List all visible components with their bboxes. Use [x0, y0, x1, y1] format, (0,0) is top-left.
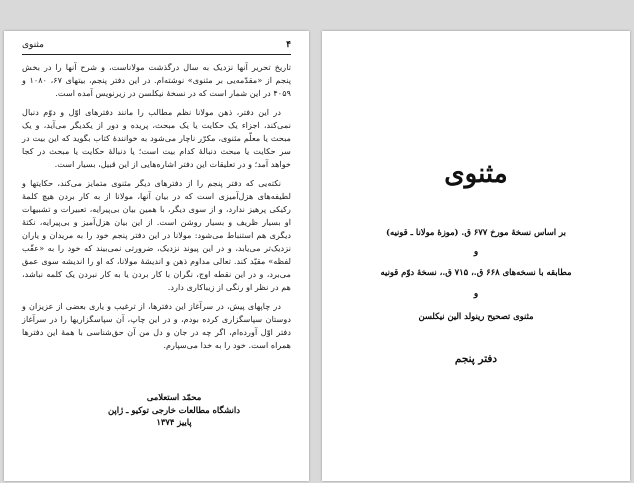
book-title: مثنوی — [444, 159, 508, 189]
page-number: ۴ — [286, 40, 291, 50]
paragraph: در چاپهای پیش، در سرآغاز این دفترها، از ترغیب و یاری بعضی از عزیزان و دوستان سپاسگزاری کرده بودم، و در این چاپ، آن سپاسگزاریها را در سرآغاز دفتر اوّل آورده‌ام، اگر چه در جان و دل من آن حق‌شناسی با همهٔ این دفترها همراه است. خود را به خدا می‌سپارم. — [22, 301, 291, 350]
paragraph: نکته‌یی که دفتر پنجم را از دفترهای دیگر مثنوی متمایز می‌کند، حکایتها و لطیفه‌های هزل‌آمیزی است که در بیان آنها، مولانا از به کار بردن هیچ کلمهٔ رکیکی پرهیز ندارد، و از سوی دیگر، با همین بیان بی‌پیرایه، تعبیرات و تشبیهات او بسیار ظریف و بسیار روشن است. از این بیان هزل‌آمیز و بی‌پیرایه، نکتهٔ دیگری هم استنباط می‌شود: مولانا در این دفتر پنجم خود را به مریدان و یاران نزدیک‌تر می‌یابد، و در این پیوند نزدیک، ضرورتی نمی‌بیند که خود را به «عقّب لفظه» مقیّد کند. تعالی مداوم ذهن و اندیشهٔ مولانا، که او را اندیشه سوی عمق می‌برد، و در این نقطه اوج، نگران با کار بردن یا به کار نبردن یک کلمه نباشد، هم در نظر او رنگی از زیباکاری دارد. — [22, 178, 291, 292]
left-page — [4, 31, 309, 481]
signature-date: پاییز ۱۳۷۴ — [156, 417, 192, 427]
right-page — [322, 31, 630, 481]
title-page — [322, 31, 630, 481]
running-title: مثنوی — [22, 40, 44, 50]
body-text — [22, 61, 291, 358]
paragraph: تاریخ تحریر آنها نزدیک به سال درگذشت مولاناست، و شرح آنها را در بخش پنجم از «مقدّمه‌یی بر مثنوی» نوشته‌ام. در این دفتر پنجم، بیتهای ۶۷، ۱۰۸۰ و ۴۰۵۹ در این شمار است که در نسخهٔ نیکلسن در زیرنویس آمده است. — [22, 62, 291, 98]
author-name: محمّد استعلامی — [146, 392, 202, 402]
conjunction-1: و — [473, 247, 479, 257]
source-line-1: بر اساس نسخهٔ مورخ ۶۷۷ ق. (موزهٔ مولانا ـ قونیه) — [386, 227, 566, 237]
source-line-3: مثنوی تصحیح رینولد الین نیکلسن — [418, 311, 534, 321]
source-line-2: مطابقه با نسخه‌های ۶۶۸ ق.، ۷۱۵ ق.، نسخهٔ دوّم قونیه — [380, 267, 572, 277]
author-signature — [94, 391, 254, 429]
paragraph: در این دفتر، ذهن مولانا نظم مطالب را مانند دفترهای اوّل و دوّم دنبال نمی‌کند، اجزاء یک حکایت یا یک مبحث، پریده و دور از یکدیگر می‌آید، و یک مبحث یا معلّم مثنوی، مکرّر ناچار می‌شود به خوانندهٔ کتاب بگوید که این بیت در سر حکایت یا مبحث دنبالهٔ کدام بیت است؛ یا دنبالهٔ حکایت یا مبحث در کجا خواهد آمد؛ و در تعلیقات این دفتر اشاره‌هایی از این قبیل، بسیار است. — [22, 107, 291, 169]
conjunction-2: و — [473, 289, 479, 299]
author-institution: دانشگاه مطالعات خارجی توکیو ـ ژاپن — [108, 404, 240, 415]
running-head — [22, 40, 291, 55]
volume-label: دفتر پنجم — [454, 353, 498, 365]
